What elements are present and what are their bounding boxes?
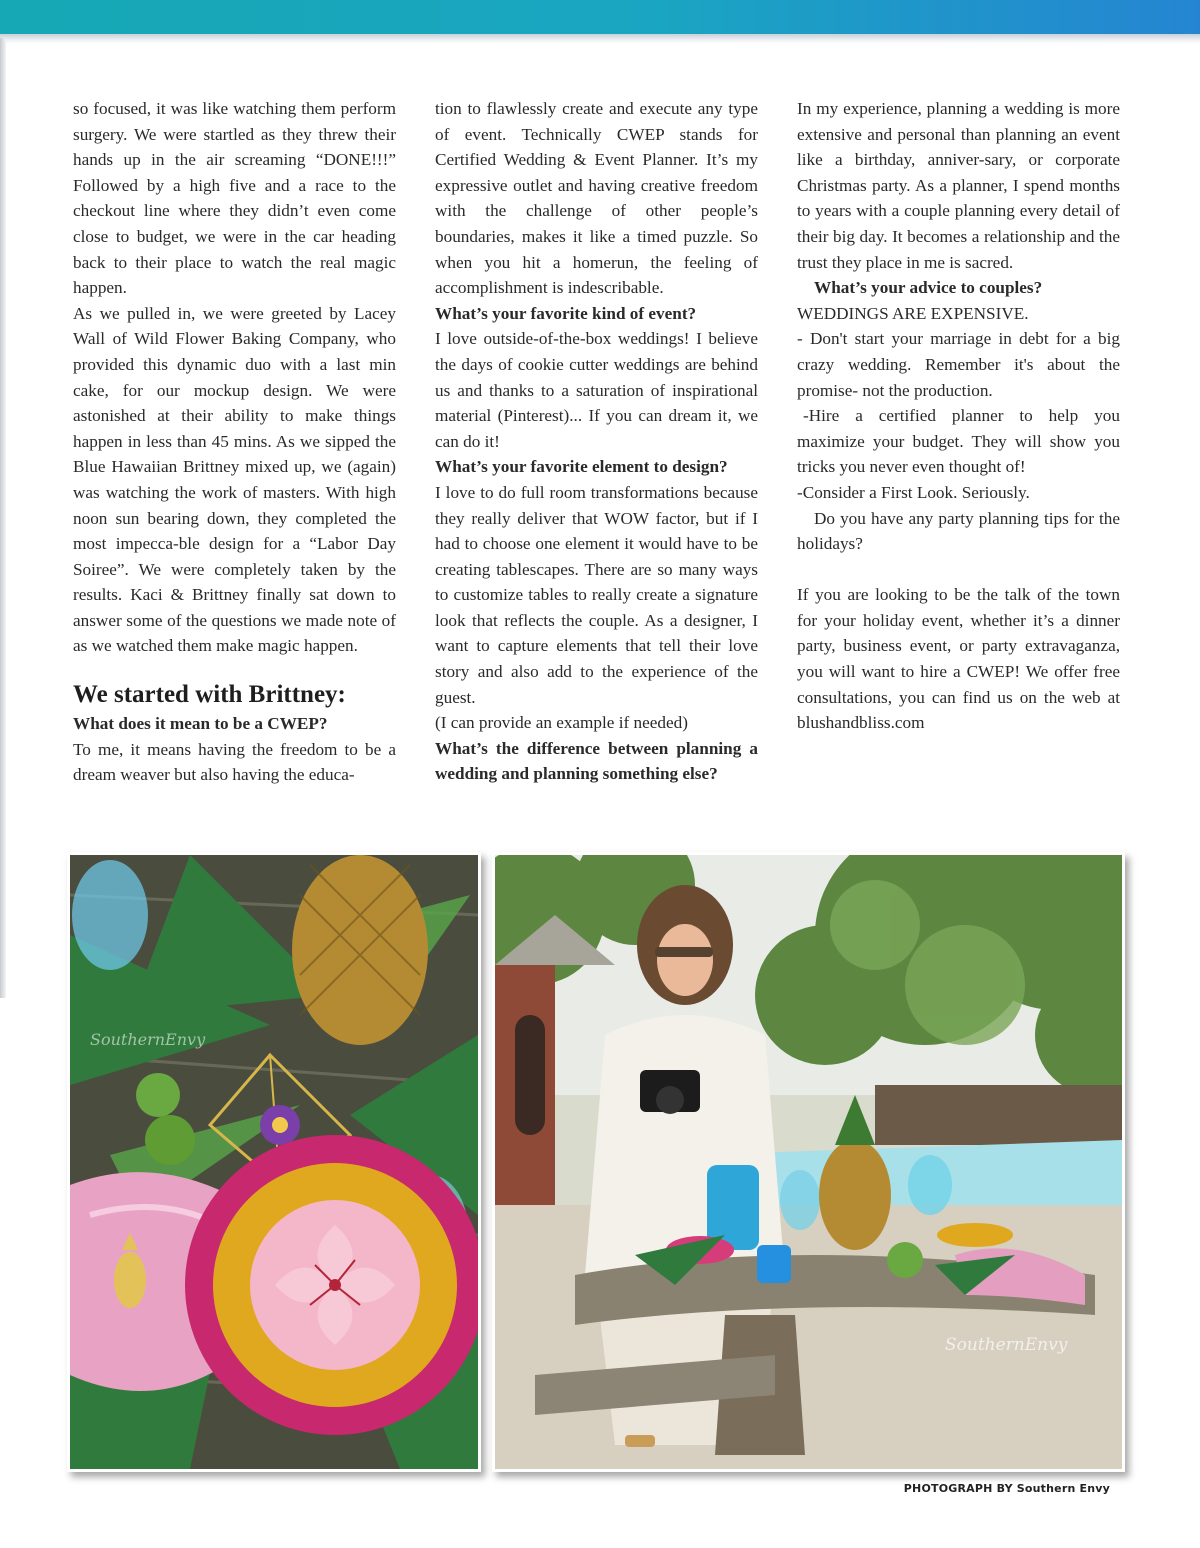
top-bar-shadow: [0, 34, 1200, 44]
question: Do you have any party planning tips for the holidays?: [797, 508, 1120, 554]
photo-tablescape: [67, 852, 481, 1472]
question: What’s your advice to couples?: [814, 278, 1043, 298]
top-accent-bar: [0, 0, 1200, 34]
photo-planner-poolside: [492, 852, 1125, 1472]
photo-credit: PHOTOGRAPH BY Southern Envy: [903, 1482, 1110, 1495]
text-column-2: [435, 96, 758, 787]
answer: To me, it means having the freedom to be a dream weaver but also having the educa-: [73, 739, 396, 785]
section-heading: We started with Brittney:: [73, 681, 346, 709]
tablescape-illustration: [70, 855, 478, 1469]
answer: tion to flawlessly create and execute any type of event. Technically CWEP stands for Certified Wedding & Event Planner. It’s my expressive outlet and having creative freedom with the challenge of other people’s boundaries, makes it like a timed puzzle. So when you hit a homerun, the feeling of accomplishment is indescribable.: [435, 99, 758, 298]
paragraph: As we pulled in, we were greeted by Lacey Wall of Wild Flower Baking Company, who provided this dynamic duo with a last min cake, for our mockup design. We were astonished at their ability to make things happen in less than 45 mins. As we sipped the Blue Hawaiian Brittney mixed up, we (again) was watching the work of masters. With high noon sun bearing down, they completed the most impecca-ble design for a “Labor Day Soiree”. We were completely taken by the results. Kaci & Brittney finally sat down to answer some of the questions we made note of as we watched them make magic happen.: [73, 303, 396, 656]
page-edge-shadow: [0, 38, 6, 998]
question: What’s your favorite kind of event?: [435, 303, 697, 323]
question: What’s the difference between planning a wedding and planning something else?: [435, 738, 758, 784]
photo-watermark: SouthernEnvy: [945, 1335, 1068, 1355]
answer: I love outside-of-the-box weddings! I believe the days of cookie cutter weddings are behind us and thanks to a saturation of inspirational material (Pinterest)... If you can dream it, we can do it!: [435, 329, 758, 451]
advice-tip: -Hire a certified planner to help you maximize your budget. They will show you tricks you never even thought of!: [797, 406, 1120, 477]
question: What’s your favorite element to design?: [435, 457, 728, 477]
question: What does it mean to be a CWEP?: [73, 714, 328, 734]
advice-tip: - Don't start your marriage in debt for a big crazy wedding. Remember it's about the promise- not the production.: [797, 329, 1120, 400]
advice-tip: -Consider a First Look. Seriously.: [797, 482, 1030, 502]
answer: I love to do full room transformations because they really deliver that WOW factor, but if I had to choose one element it would have to be creating tablescapes. There are so many ways to customize tables to really create a signature look that reflects the couple. As a designer, I want to capture elements that tell their love story and also add to the experience of the guest.: [435, 482, 758, 707]
text-column-1: [73, 96, 396, 788]
answer-note: (I can provide an example if needed): [435, 713, 688, 733]
photo-watermark: SouthernEnvy: [90, 1030, 206, 1049]
answer: In my experience, planning a wedding is more extensive and personal than planning an event like a birthday, anniver-sary, or corporate Christmas party. As a planner, I spend months to years with a couple planning every detail of their big day. It becomes a relationship and the trust they place in me is sacred.: [797, 99, 1120, 272]
poolside-illustration: [495, 855, 1122, 1469]
text-column-3: [797, 96, 1120, 736]
answer: WEDDINGS ARE EXPENSIVE.: [797, 303, 1029, 323]
paragraph: so focused, it was like watching them perform surgery. We were startled as they threw their hands up in the air screaming “DONE!!!” Followed by a high five and a race to the checkout line where they didn’t even come close to budget, we were in the car heading back to their place to watch the real magic happen.: [73, 99, 396, 298]
answer: If you are looking to be the talk of the town for your holiday event, whether it’s a dinner party, business event, or party extravaganza, you will want to hire a CWEP! We offer free consultations, you can find us on the web at blushandbliss.com: [797, 585, 1120, 733]
